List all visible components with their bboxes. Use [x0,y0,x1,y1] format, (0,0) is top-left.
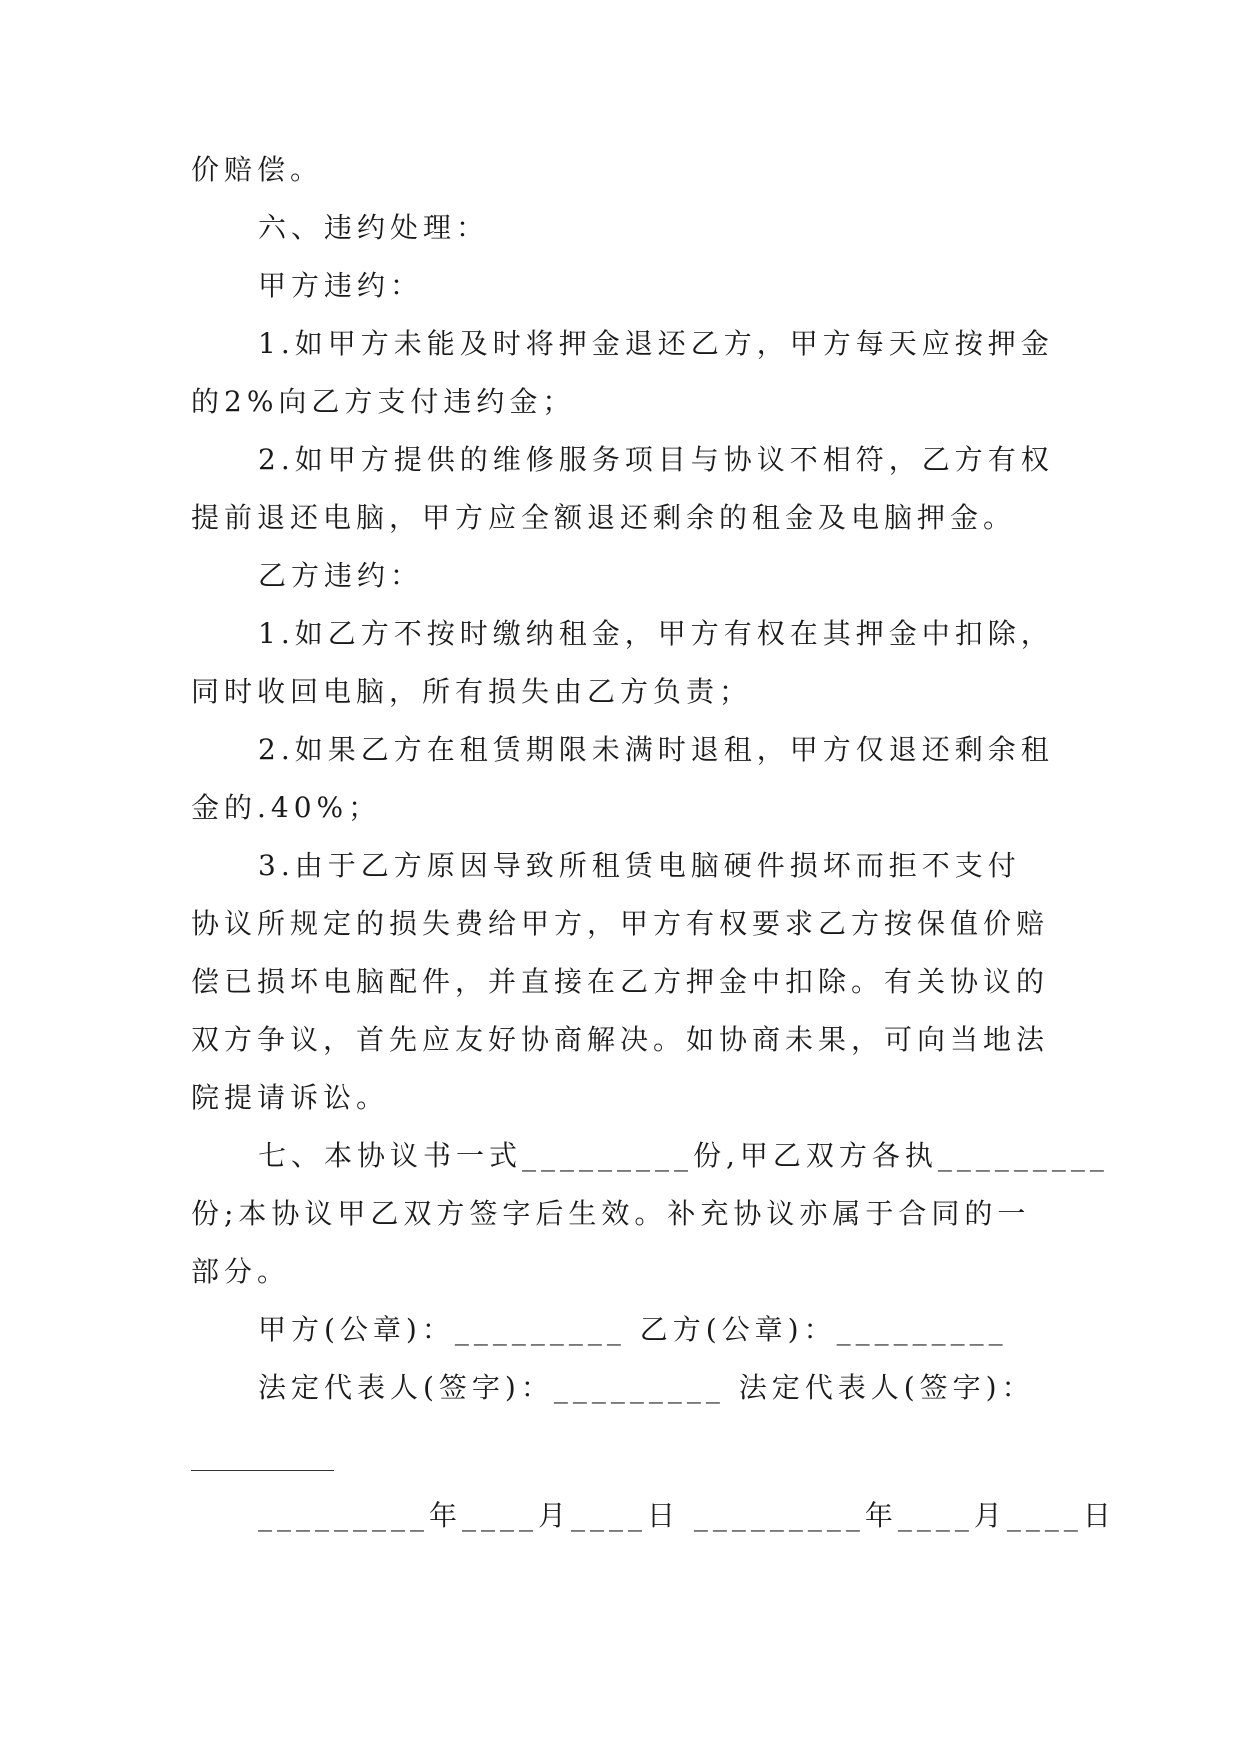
subheading: 乙方违约： [258,559,424,592]
paragraph-line: 双方争议，首先应友好协商解决。如协商未果，可向当地法 [191,1023,1050,1056]
paragraph-line: 份;本协议甲乙双方签字后生效。补充协议亦属于合同的一 [191,1197,1031,1230]
paragraph-line: 提前退还电脑，甲方应全额退还剩余的租金及电脑押金。 [191,501,1017,534]
signature-line: 法定代表人(签字)：_________ 法定代表人(签字)： [258,1371,1035,1404]
seal-line: 甲方(公章)：_________ 乙方(公章)：_________ [258,1313,1008,1346]
paragraph-line: 1.如甲方未能及时将押金退还乙方，甲方每天应按押金 [258,327,1054,360]
paragraph-line: 3.由于乙方原因导致所租赁电脑硬件损坏而拒不支付 [258,849,1021,882]
paragraph-line: 2.如甲方提供的维修服务项目与协议不相符，乙方有权 [258,443,1054,476]
paragraph-line: 协议所规定的损失费给甲方，甲方有权要求乙方按保值价赔 [191,907,1050,940]
paragraph-line: 部分。 [191,1255,291,1288]
paragraph-line: 同时收回电脑，所有损失由乙方负责； [191,675,753,708]
date-line: _________年____月____日 _________年____月____日 [258,1499,1116,1532]
paragraph-line: 价赔偿。 [191,153,324,186]
paragraph-line: 七、本协议书一式_________份,甲乙双方各执_________ [258,1139,1109,1172]
paragraph-line: 的2%向乙方支付违约金； [191,385,576,418]
paragraph-line: 院提请诉讼。 [191,1081,390,1114]
paragraph-line: 2.如果乙方在租赁期限未满时退租，甲方仅退还剩余租 [258,733,1054,766]
paragraph-line: 偿已损坏电脑配件，并直接在乙方押金中扣除。有关协议的 [191,965,1050,998]
paragraph-line: 1.如乙方不按时缴纳租金，甲方有权在其押金中扣除， [258,617,1054,650]
subheading: 甲方违约： [258,269,424,302]
signature-blank [191,1470,334,1471]
section-heading: 六、违约处理： [258,211,490,244]
paragraph-line: 金的.40%； [191,791,382,824]
